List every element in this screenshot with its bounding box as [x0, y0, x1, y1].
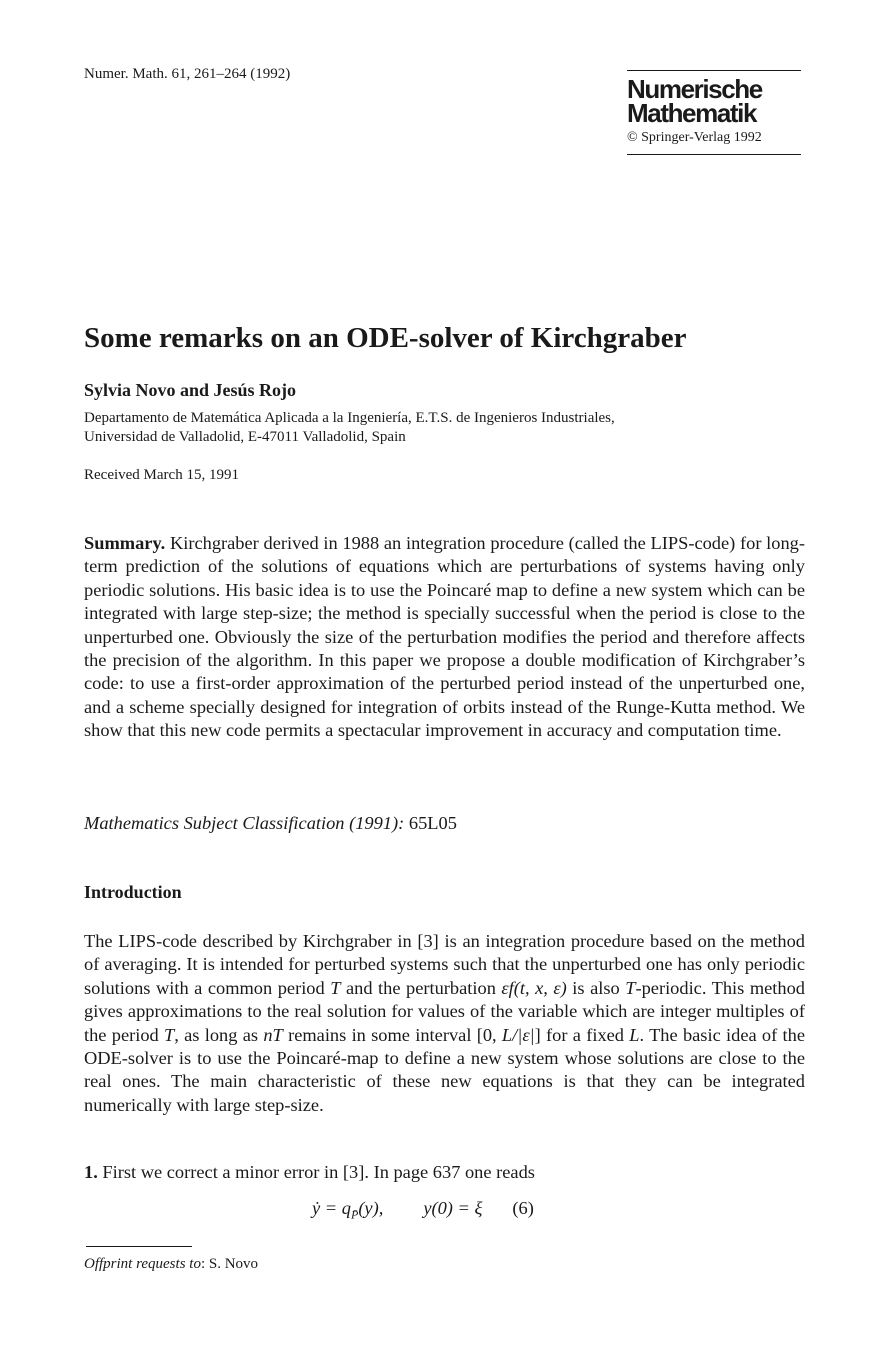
intro-text-segment: The LIPS-code described by Kirchgraber in [3] is an integration procedure based on the method of averaging. It is intended for perturbed systems such that the unperturbed one has only periodic solutions with a common period	[84, 931, 805, 998]
msc-line	[84, 813, 457, 834]
intro-text-segment: ] for a fixed	[534, 1024, 630, 1045]
journal-name	[627, 74, 801, 128]
intro-text-segment: remains in some interval [0,	[282, 1024, 502, 1045]
article-title: Some remarks on an ODE-solver of Kirchgraber	[84, 322, 687, 354]
item-text: First we correct a minor error in [3]. In page 637 one reads	[102, 1162, 535, 1182]
offprint-footnote	[84, 1256, 258, 1273]
logo-rule-top	[627, 70, 801, 71]
logo-rule-bottom	[627, 154, 801, 155]
intro-text-segment: and the perturbation	[340, 977, 502, 998]
offprint-label: Offprint requests to	[84, 1256, 201, 1272]
math-symbol: L	[629, 1024, 640, 1045]
intro-text-segment: , as long as	[174, 1024, 264, 1045]
publisher-copyright: © Springer-Verlag 1992	[627, 130, 762, 145]
footnote-rule	[86, 1246, 192, 1247]
journal-name-line1: Numerische	[627, 74, 762, 104]
summary-label: Summary.	[84, 533, 166, 553]
introduction-heading: Introduction	[84, 882, 182, 902]
summary-text: Kirchgraber derived in 1988 an integration procedure (called the LIPS-code) for long-term prediction of the solutions of equations which are perturbations of systems having only periodic solutions. His basic idea is to use the Poincaré map to define a new system which can be integrated with large step-size; the method is specially successful when the period is close to the unperturbed one. Obviously the size of the perturbation modifies the period and therefore affects the precision of the algorithm. In this paper we propose a double modification of Kirchgraber’s code: to use a first-order approximation of the perturbed period instead of the unperturbed one, and a scheme specially designed for integration of orbits instead of the Runge-Kutta method. We show that this new code permits a spectacular improvement in accuracy and computation time.	[84, 533, 805, 741]
equation-subscript: P̄	[350, 1207, 359, 1222]
equation-number: (6)	[512, 1198, 534, 1218]
math-symbol: T	[164, 1024, 175, 1045]
math-symbol: nT	[263, 1024, 283, 1045]
introduction-paragraph	[84, 930, 805, 1117]
math-symbol: L/|ε|	[501, 1024, 535, 1045]
equation-lhs: ẏ = q	[312, 1198, 351, 1218]
affiliation	[84, 409, 615, 447]
intro-text-segment: . The basic idea of the ODE-solver is to use the Poincaré-map to define a new system whose solutions are close to the real ones. The main characteristic of these new equations is that they can be integrated numerically with large step-size.	[84, 1024, 805, 1115]
intro-text-segment: is also	[566, 977, 626, 998]
journal-logo-block	[627, 70, 801, 155]
journal-name-line2: Mathematik	[627, 98, 757, 128]
summary-paragraph	[84, 532, 805, 743]
intro-text-segment: -periodic. This method gives approximations to the real solution for values of the variable which are integer multiples of the period	[84, 977, 806, 1045]
received-date: Received March 15, 1991	[84, 467, 239, 483]
math-symbol: εf(t, x, ε)	[501, 977, 567, 998]
numbered-item-1	[84, 1162, 535, 1183]
math-symbol: T	[625, 977, 636, 998]
authors: Sylvia Novo and Jesús Rojo	[84, 380, 297, 400]
affiliation-line: Universidad de Valladolid, E-47011 Valladolid, Spain	[84, 429, 406, 445]
msc-code: 65L05	[408, 813, 457, 833]
equation-initial-condition: y(0) = ξ	[423, 1198, 483, 1218]
equation-6	[312, 1198, 534, 1223]
affiliation-line: Departamento de Matemática Aplicada a la Ingeniería, E.T.S. de Ingenieros Industriales,	[84, 410, 615, 426]
journal-citation: Numer. Math. 61, 261–264 (1992)	[84, 66, 291, 82]
equation-rhs: (y),	[358, 1198, 384, 1218]
math-symbol: T	[330, 977, 341, 998]
msc-label: Mathematics Subject Classification (1991):	[84, 813, 405, 833]
offprint-text: : S. Novo	[200, 1256, 259, 1272]
item-number: 1.	[84, 1162, 98, 1182]
